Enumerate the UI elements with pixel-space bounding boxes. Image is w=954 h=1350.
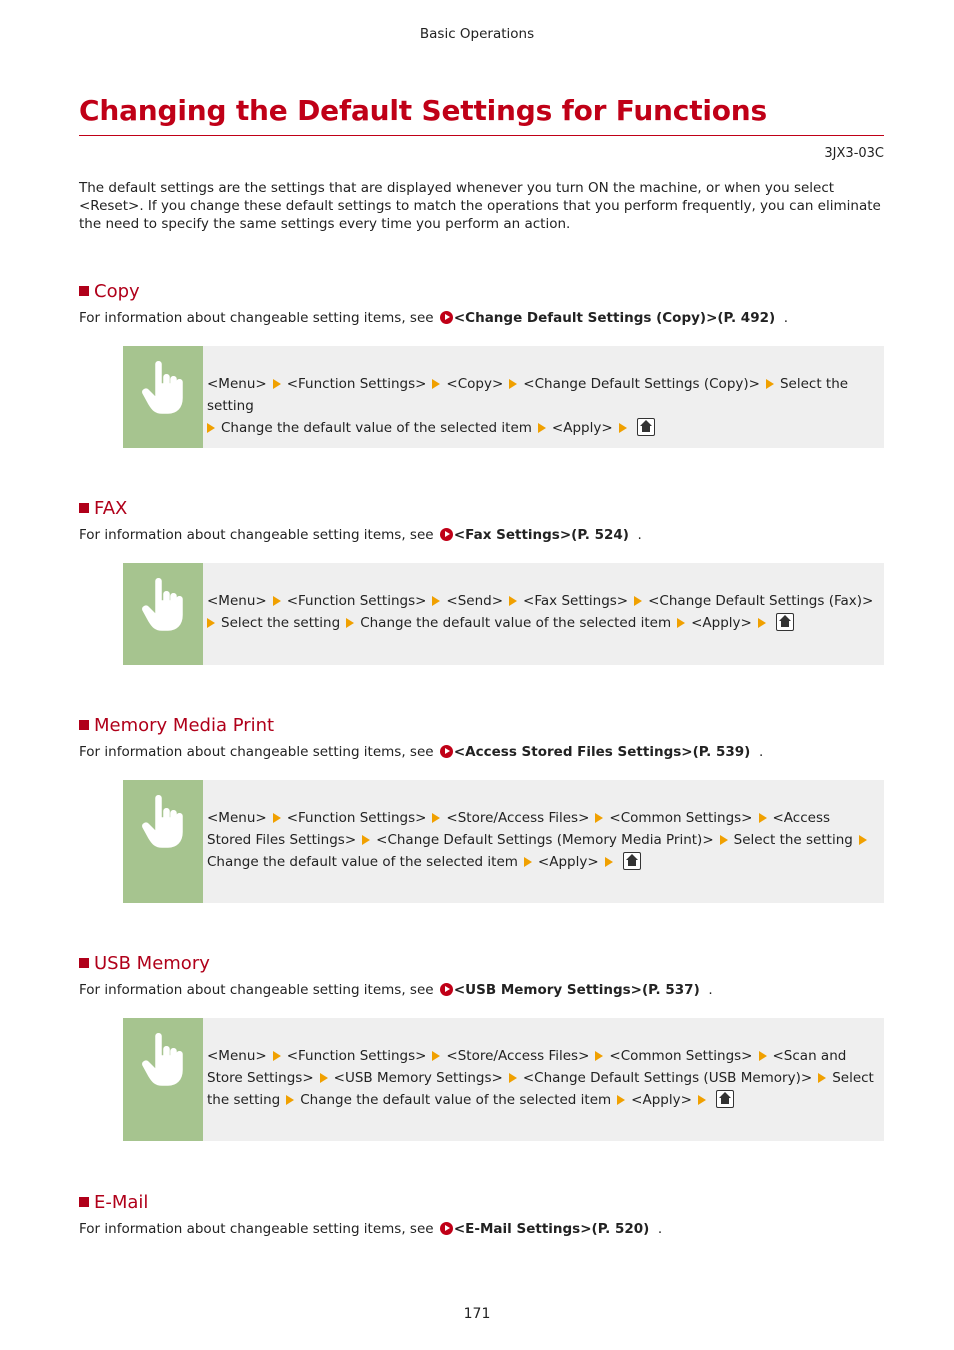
home-icon xyxy=(716,1090,734,1108)
step-arrow-icon xyxy=(766,379,774,389)
section-heading: FAX xyxy=(79,496,884,522)
step-arrow-icon xyxy=(273,813,281,823)
reference-link[interactable]: <Change Default Settings (Copy)>(P. 492) xyxy=(453,310,776,326)
procedure-steps: <Menu> <Function Settings> <Copy> <Change Default Settings (Copy)> Select the setting Change the default value of the selected item <Apply> xyxy=(207,376,849,436)
step-arrow-icon xyxy=(759,1051,767,1061)
procedure-steps: <Menu> <Function Settings> <Store/Access Files> <Common Settings> <Scan and Store Settings> <USB Memory Settings> <Change Default Settings (USB Memory)> Select the setting Change the default value of the selected item <Apply> xyxy=(207,1048,874,1108)
info-line: For information about changeable setting items, see <Change Default Settings (Copy)>(P. 492) . xyxy=(79,310,789,326)
step-arrow-icon xyxy=(286,1095,294,1105)
section-fax xyxy=(79,496,884,544)
hand-column xyxy=(123,346,203,448)
home-icon xyxy=(637,418,655,436)
section-memory-media-print xyxy=(79,713,884,761)
step-arrow-icon xyxy=(634,596,642,606)
page-number: 171 xyxy=(463,1306,491,1322)
hand-column xyxy=(123,780,203,903)
section-heading: Memory Media Print xyxy=(79,713,884,739)
hand-column xyxy=(123,563,203,665)
page-title: Changing the Default Settings for Functions xyxy=(79,94,768,127)
step-arrow-icon xyxy=(595,1051,603,1061)
step-arrow-icon xyxy=(619,423,627,433)
procedure-steps: <Menu> <Function Settings> <Send> <Fax Settings> <Change Default Settings (Fax)> Select the setting Change the default value of the selected item <Apply> xyxy=(207,593,874,631)
hand-pointer-icon xyxy=(139,1032,187,1088)
link-arrow-icon xyxy=(440,1222,453,1235)
link-arrow-icon xyxy=(440,983,453,996)
link-arrow-icon xyxy=(440,528,453,541)
link-arrow-icon xyxy=(440,745,453,758)
square-bullet-icon xyxy=(79,958,89,968)
step-arrow-icon xyxy=(859,835,867,845)
step-arrow-icon xyxy=(207,423,215,433)
reference-link[interactable]: <Fax Settings>(P. 524) xyxy=(453,527,629,543)
reference-link[interactable]: <E-Mail Settings>(P. 520) xyxy=(453,1221,650,1237)
step-arrow-icon xyxy=(509,379,517,389)
procedure-box-fax xyxy=(123,563,884,665)
step-arrow-icon xyxy=(617,1095,625,1105)
step-arrow-icon xyxy=(273,596,281,606)
hand-pointer-icon xyxy=(139,794,187,850)
step-arrow-icon xyxy=(320,1073,328,1083)
square-bullet-icon xyxy=(79,720,89,730)
link-arrow-icon xyxy=(440,311,453,324)
step-arrow-icon xyxy=(509,1073,517,1083)
home-icon xyxy=(776,613,794,631)
reference-link[interactable]: <Access Stored Files Settings>(P. 539) xyxy=(453,744,751,760)
step-arrow-icon xyxy=(362,835,370,845)
intro-paragraph: The default settings are the settings that are displayed whenever you turn ON the machine, or when you select <Reset>. If you change these default settings to match the operations that you perform frequently, you can eliminate the need to specify the same settings every time you perform an action. xyxy=(79,180,881,232)
step-arrow-icon xyxy=(595,813,603,823)
procedure-box-usb-memory xyxy=(123,1018,884,1141)
step-arrow-icon xyxy=(524,857,532,867)
step-arrow-icon xyxy=(509,596,517,606)
step-arrow-icon xyxy=(605,857,613,867)
step-arrow-icon xyxy=(432,1051,440,1061)
step-arrow-icon xyxy=(698,1095,706,1105)
square-bullet-icon xyxy=(79,286,89,296)
section-heading: E-Mail xyxy=(79,1190,884,1216)
section-heading: Copy xyxy=(79,279,884,305)
procedure-box-memory-media-print xyxy=(123,780,884,903)
step-arrow-icon xyxy=(818,1073,826,1083)
step-arrow-icon xyxy=(207,618,215,628)
section-copy xyxy=(79,279,884,327)
section-heading: USB Memory xyxy=(79,951,884,977)
section-email xyxy=(79,1190,884,1238)
hand-pointer-icon xyxy=(139,360,187,416)
running-header: Basic Operations xyxy=(419,26,535,42)
step-arrow-icon xyxy=(720,835,728,845)
info-line: For information about changeable setting items, see <Access Stored Files Settings>(P. 539) . xyxy=(79,744,764,760)
square-bullet-icon xyxy=(79,503,89,513)
info-line: For information about changeable setting items, see <USB Memory Settings>(P. 537) . xyxy=(79,982,713,998)
step-arrow-icon xyxy=(677,618,685,628)
step-arrow-icon xyxy=(273,1051,281,1061)
step-arrow-icon xyxy=(432,596,440,606)
hand-pointer-icon xyxy=(139,577,187,633)
home-icon xyxy=(623,852,641,870)
hand-column xyxy=(123,1018,203,1141)
step-arrow-icon xyxy=(538,423,546,433)
square-bullet-icon xyxy=(79,1197,89,1207)
step-arrow-icon xyxy=(759,813,767,823)
info-line: For information about changeable setting items, see <Fax Settings>(P. 524) . xyxy=(79,527,642,543)
reference-link[interactable]: <USB Memory Settings>(P. 537) xyxy=(453,982,700,998)
step-arrow-icon xyxy=(273,379,281,389)
procedure-box-copy xyxy=(123,346,884,448)
step-arrow-icon xyxy=(758,618,766,628)
section-usb-memory xyxy=(79,951,884,999)
step-arrow-icon xyxy=(432,813,440,823)
step-arrow-icon xyxy=(346,618,354,628)
info-line: For information about changeable setting items, see <E-Mail Settings>(P. 520) . xyxy=(79,1221,663,1237)
step-arrow-icon xyxy=(432,379,440,389)
title-divider xyxy=(79,135,884,136)
document-id: 3JX3-03C xyxy=(824,146,884,161)
procedure-steps: <Menu> <Function Settings> <Store/Access Files> <Common Settings> <Access Stored Files Settings> <Change Default Settings (Memory Media Print)> Select the settingChange the default value of the selected item <Apply> xyxy=(207,808,876,873)
